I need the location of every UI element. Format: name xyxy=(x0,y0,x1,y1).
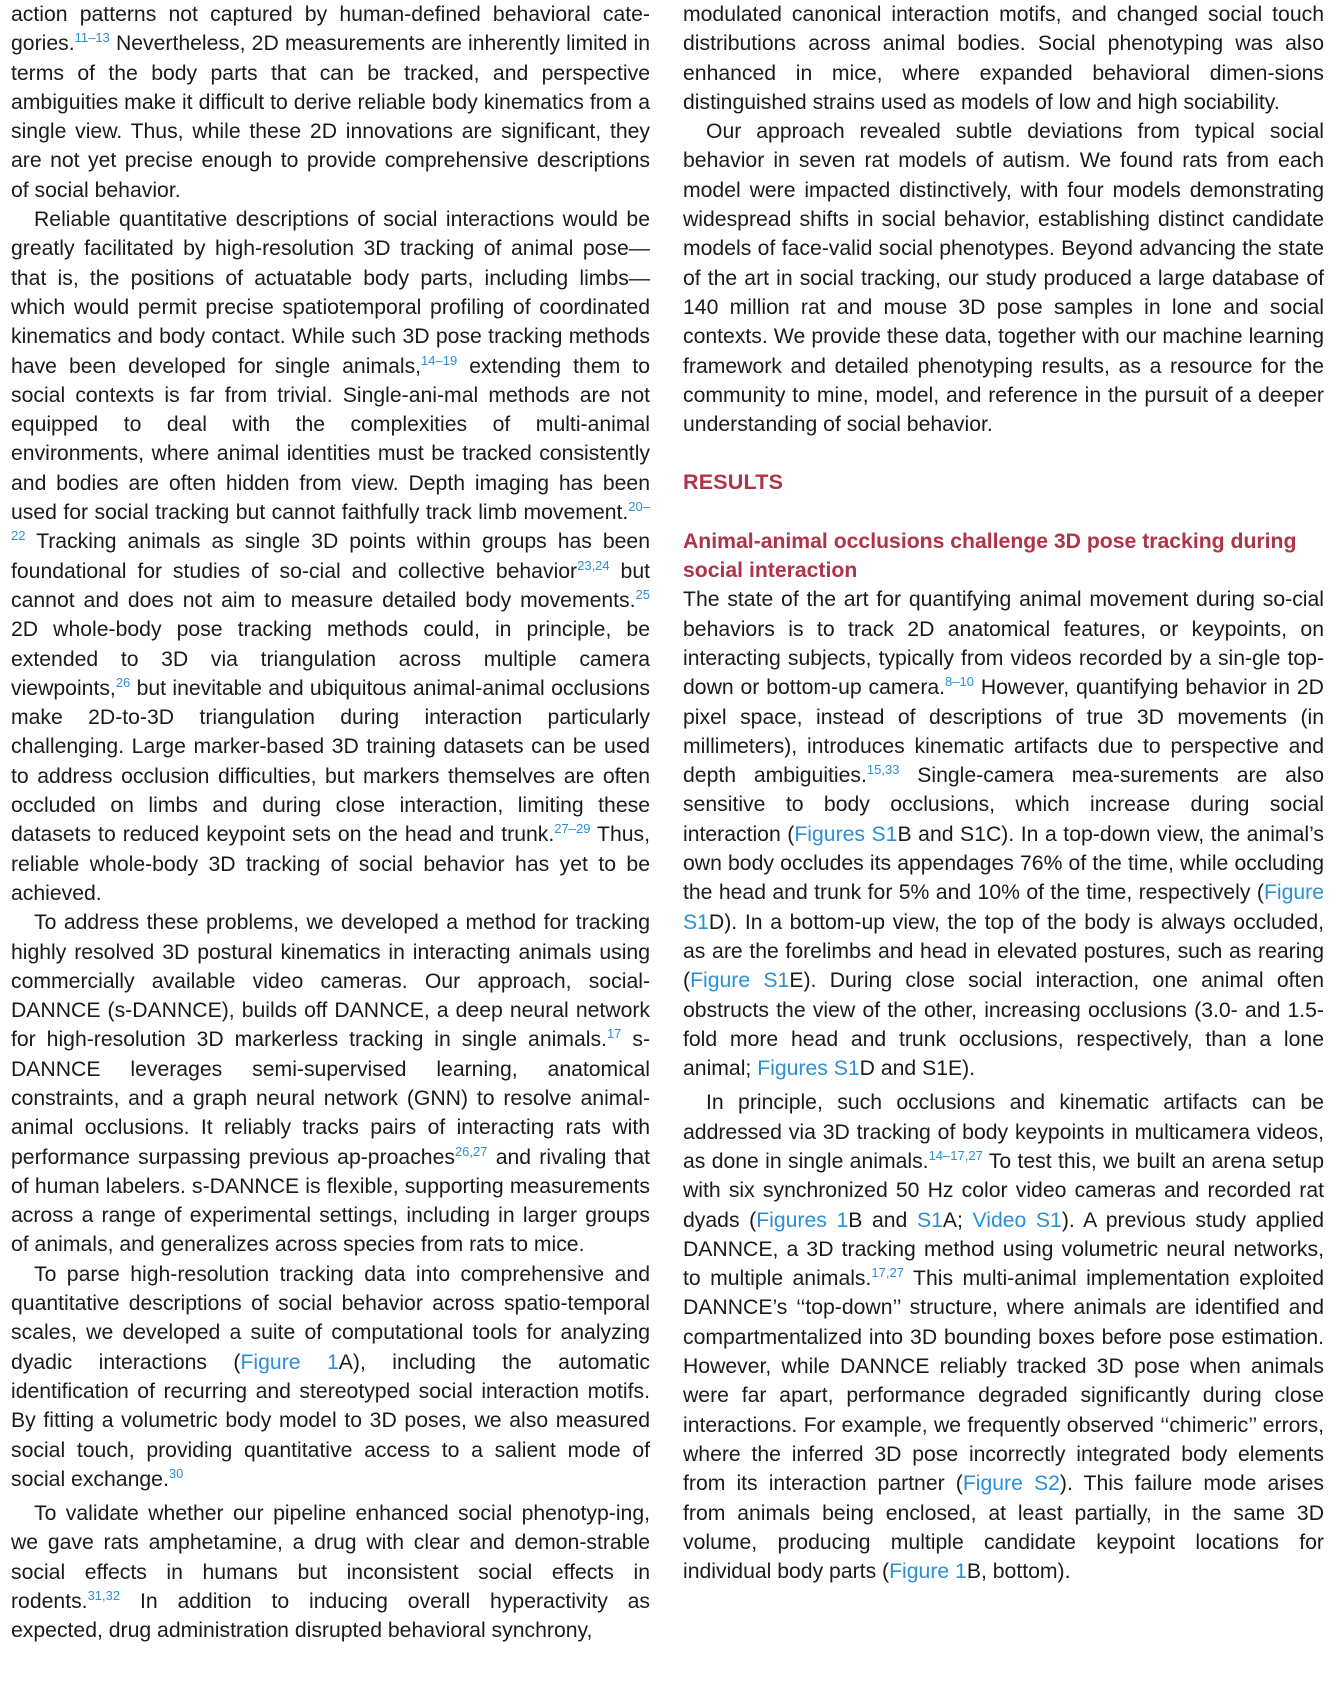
right-paragraph-2: Our approach revealed subtle deviations from typical social behavior in seven rat models of autism. We found rats from each model were impacted distinctively, with four models demonstrating widespread shifts in social behavior, establishing distinct candidate models of face-valid social phenotypes. Beyond advancing the state of the art in social tracking, our study produced a large database of 140 million rat and mouse 3D pose samples in lone and social contexts. We provide these data, together with our machine learning framework and detailed phenotyping results, as a resource for the community to mine, model, and reference in the pursuit of a deeper understanding of social behavior. xyxy=(683,120,1324,437)
citation[interactable]: 8–10 xyxy=(945,674,974,690)
left-paragraph-2: Reliable quantitative descriptions of social interactions would be greatly facilitated by high-resolution 3D tracking of animal pose—that is, the positions of actuatable body parts, including limbs—which would permit precise spatiotemporal profiling of coordinated kinematics and body contact. While such 3D pose tracking methods have been developed for single animals,$^{14-19}$ extending them to social contexts is far from trivial. Single-ani-mal methods are not equipped to deal with the complexities of multi-animal environments, where animal identities must be tracked consistently and bodies are often hidden from view. Depth imaging has been used for social tracking but cannot faithfully track limb movement.$^{20-22}$ Tracking animals as single 3D points within groups has been foundational for studies of so-cial and collective behavior$^{23,24}$ but cannot and does not aim to measure detailed body movements.$^{25}$ 2D whole-body pose tracking methods could, in principle, be extended to 3D via triangulation across multiple camera viewpoints,$^{26}$ but inevitable and ubiquitous animal-animal occlusions make 2D-to-3D triangulation during interaction particularly challenging. Large marker-based 3D training datasets can be used to address occlusion difficulties, but markers themselves are often occluded on limbs and during close interaction, limiting these datasets to reduced keypoint sets on the head and trunk.$^{27-29}$ Thus, reliable whole-body 3D tracking of social behavior has yet to be achieved. xyxy=(11,208,651,905)
right-paragraph-1: modulated canonical interaction motifs, and changed social touch distributions across animal bodies. Social phenotyping was also enhanced in mice, where expanded behavioral dimen-sions distinguished strains used as models of low and high sociability. xyxy=(683,3,1324,114)
left-paragraph-3: To address these problems, we developed a method for tracking highly resolved 3D postural kinematics in interacting animals using commercially available video cameras. Our approach, social-DANNCE (s-DANNCE), builds off DANNCE, a deep neural network for high-resolution 3D markerless tracking in single animals.$^{17}$ s-DANNCE leverages semi-supervised learning, anatomical constraints, and a graph neural network (GNN) to resolve animal-animal occlusions. It reliably tracks pairs of interacting rats with performance surpassing previous ap-proaches$^{26,27}$ and rivaling that of human labelers. s-DANNCE is flexible, supporting measurements across a range of experimental settings, including in larger groups of animals, and generalizes across species from rats to mice. xyxy=(11,911,650,1257)
citation[interactable]: 15,33 xyxy=(866,762,900,778)
citation[interactable]: 27–29 xyxy=(554,821,591,837)
citation[interactable]: 26,27 xyxy=(454,1143,488,1159)
citation[interactable]: 20–22 xyxy=(11,499,650,544)
citation[interactable]: 30 xyxy=(168,1465,184,1481)
citation[interactable]: 14–17,27 xyxy=(928,1147,983,1163)
citation[interactable]: 26 xyxy=(115,674,131,690)
section-heading: RESULTS xyxy=(683,470,784,495)
figure-link[interactable]: Figure S1 xyxy=(683,881,1324,934)
citation[interactable]: 17,27 xyxy=(871,1265,904,1281)
citation[interactable]: 23,24 xyxy=(577,557,610,573)
citation[interactable]: 31,32 xyxy=(87,1587,121,1603)
video-link[interactable]: Video S1 xyxy=(972,1208,1062,1232)
figure-link[interactable]: Figure 1 xyxy=(889,1560,967,1584)
left-paragraph-4: To parse high-resolution tracking data into comprehensive and quantitative descriptions of social behavior across spatio-temporal scales, we developed a suite of computational tools for analyzing dyadic interactions (Figure 1A), including the automatic identification of recurring and stereotyped social interaction motifs. By fitting a volumetric body model to 3D poses, we also measured social touch, providing quantitative access to a salient mode of social exchange.$^{30}$ xyxy=(11,1262,651,1491)
left-paragraph-5: To validate whether our pipeline enhanced social phenotyp-ing, we gave rats amphetamine, a drug with clear and demon-strable social effects in humans but inconsistent social effects in rodents.$^{31,32}$ In addition to inducing overall hyperactivity as expected, drug administration disrupted behavioral synchrony, xyxy=(11,1502,650,1643)
figure-link[interactable]: Figure S1 xyxy=(690,969,790,993)
figure-link[interactable]: S1 xyxy=(916,1208,943,1232)
figure-link[interactable]: Figures S1 xyxy=(757,1057,860,1081)
right-paragraph-4: In principle, such occlusions and kinematic artifacts can be addressed via 3D tracking of body keypoints in multicamera videos, as done in single animals.$^{14-17,27}$ To test this, we built an arena setup with six synchronized 50 Hz color video cameras and recorded rat dyads (Figures 1B and S1A; Video S1). A previous study applied DANNCE, a 3D tracking method using volumetric neural networks, to multiple animals.$^{17,27}$ This multi-animal implementation exploited DANNCE’s ‘‘top-down’’ structure, where animals are identified and compartmentalized into 3D bounding boxes before pose estimation. However, while DANNCE reliably tracked 3D pose when animals were far apart, performance degraded significantly during close interactions. For example, we frequently observed ‘‘chimeric’’ errors, where the inferred 3D pose incorrectly integrated body elements from its interaction partner (Figure S2). This failure mode arises from animals being enclosed, at least partially, in the same 3D volume, producing multiple candidate keypoint locations for individual body parts (Figure 1B, bottom). xyxy=(683,1091,1325,1584)
citation[interactable]: 25 xyxy=(635,586,650,602)
left-column xyxy=(11,0,650,1646)
left-paragraph-1: action patterns not captured by human-defined behavioral cate-gories.$^{11-13}$ Nevertheless, 2D measurements are inherently limited in terms of the body parts that can be tracked, and perspective ambiguities make it difficult to derive reliable body kinematics from a single view. Thus, while these 2D innovations are significant, they are not yet precise enough to provide comprehensive descriptions of social behavior. xyxy=(11,3,650,202)
figure-link[interactable]: Figures 1 xyxy=(756,1208,849,1232)
right-column xyxy=(683,0,1324,1586)
right-paragraph-3: The state of the art for quantifying animal movement during so-cial behaviors is to track 2D anatomical features, or keypoints, on interacting subjects, typically from videos recorded by a sin-gle top-down or bottom-up camera.$^{8-10}$ However, quantifying behavior in 2D pixel space, instead of descriptions of true 3D movements (in millimeters), introduces kinematic artifacts due to perspective and depth ambiguities.$^{15,33}$ Single-camera mea-surements are also sensitive to body occlusions, which increase during social interaction (Figures S1B and S1C). In a top-down view, the animal’s own body occludes its appendages 76% of the time, while occluding the head and trunk for 5% and 10% of the time, respectively (Figure S1D). In a bottom-up view, the top of the body is always occluded, as are the forelimbs and head in elevated postures, such as rearing (Figure S1E). During close social interaction, one animal often obstructs the view of the other, increasing occlusions (3.0- and 1.5-fold more head and trunk occlusions, respectively, than a lone animal; Figures S1D and S1E). xyxy=(683,588,1325,1081)
figure-link[interactable]: Figures S1 xyxy=(794,822,898,846)
figure-link[interactable]: Figure S2 xyxy=(962,1472,1060,1496)
citation[interactable]: 17 xyxy=(606,1026,622,1042)
citation[interactable]: 11–13 xyxy=(74,30,110,46)
subsection-heading: Animal-animal occlusions challenge 3D pose tracking during social interaction xyxy=(683,529,1297,583)
citation[interactable]: 14–19 xyxy=(421,352,458,368)
figure-link[interactable]: Figure 1 xyxy=(240,1350,339,1374)
